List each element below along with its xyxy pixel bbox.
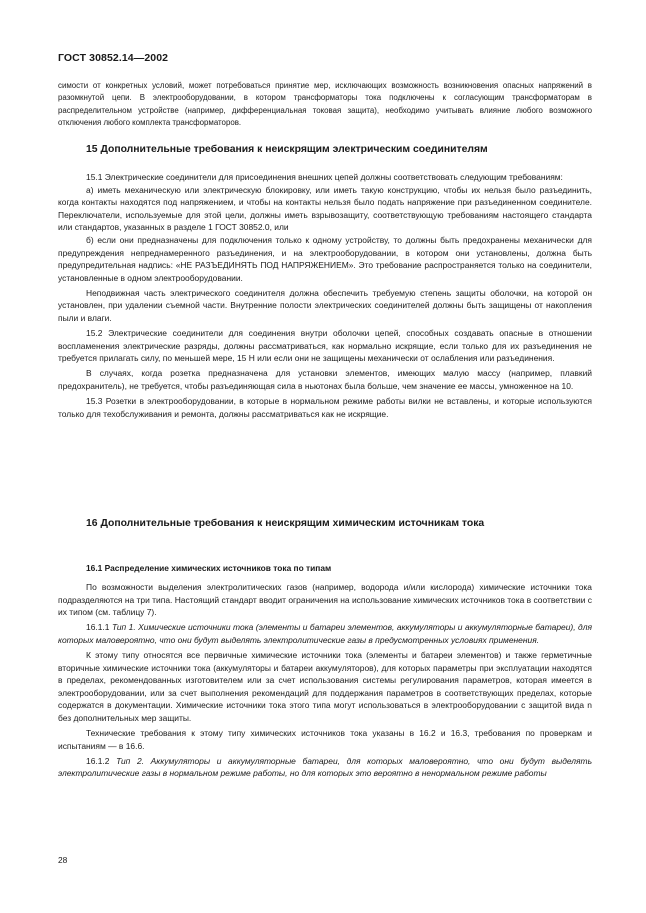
subsection-16-1-heading: 16.1 Распределение химических источников тока по типам — [86, 563, 332, 573]
page-number: 28 — [58, 855, 68, 865]
paragraph: а) иметь механическую или электрическую блокировку, или иметь такую конструкцию, чтобы их нельзя было разъединить, когда контакты находятся под напряжением, и чтобы на контакты нельзя было подать напряжение при разъединенном соединителе. Переключатели, используемые для этой цели, должны иметь взрывозащиту, соответствующую требованиям настоящего стандарта или стандартов, указанных в разделе 1 ГОСТ 30852.0, или — [58, 184, 592, 233]
section-15-body — [58, 171, 592, 420]
paragraph: Технические требования к этому типу химических источников тока указаны в 16.2 и 16.3, требования по проверкам и испытаниям — в 16.6. — [58, 728, 592, 751]
paragraph: По возможности выделения электролитических газов (например, водорода и/или кислорода) химические источники тока подразделяются на три типа. Настоящий стандарт вводит ограничения на использование химических источников тока в соответствии с их типом (см. таблицу 7). — [58, 582, 592, 618]
paragraph-16-1-2 — [58, 755, 592, 780]
section-15-heading: 15 Дополнительные требования к неискрящим электрическим соединителям — [86, 144, 488, 155]
clause-number: 16.1.1 — [86, 622, 112, 633]
paragraph: б) если они предназначены для подключения только к одному устройству, то должны быть предохранены механически для предупреждения непреднамеренного разъединения, и на электрооборудовании, в котором они установлены, должна быть предупредительная надпись: «НЕ РАЗЪЕДИНЯТЬ ПОД НАПРЯЖЕНИЕМ». Это требование распространяется только на соединители, установленные в одном электрооборудовании. — [58, 234, 592, 283]
document-header: ГОСТ 30852.14—2002 — [58, 52, 169, 64]
clause-text: Тип 1. Химические источники тока (элементы и батареи элементов, аккумуляторы и аккумуляторные батареи), для которых маловероятно, что они будут выделять электролитические газы в предусмотренных условиях применения. — [58, 622, 592, 645]
paragraph: 15.2 Электрические соединители для соединения внутри оболочки цепей, способных создавать опасные в отношении воспламенения электрические разряды, должны рассматриваться, как нормально искрящие, если только для их разъединения не требуется прилагать силу, по меньшей мере, 15 Н или если они не защищены механически от ослабления или разъединения. — [58, 328, 592, 364]
clause-number: 16.1.2 — [86, 755, 117, 766]
paragraph: Неподвижная часть электрического соединителя должна обеспечить требуемую степень защиты оболочки, на которой он установлен, при удалении съемной части. Внутренние полости электрических соединителей должны быть защищены от накопления пыли и влаги. — [58, 287, 592, 324]
paragraph: В случаях, когда розетка предназначена для установки элементов, имеющих малую массу (например, плавкий предохранитель), не требуется, чтобы разъединяющая сила в ньютонах была больше, чем значение ее массы, умноженное на 10. — [58, 368, 592, 391]
clause-text: Тип 2. Аккумуляторы и аккумуляторные батареи, для которых маловероятно, что они будут выделять электролитические газы в нормальном режиме работы, но для которых это вероятно в ненормальном режиме работы — [58, 755, 593, 779]
section-16-body — [58, 581, 592, 780]
paragraph: К этому типу относятся все первичные химические источники тока (элементы и батареи элементов) и также герметичные вторичные химические источники тока (аккумуляторы и батареи аккумуляторов), для которых параметры при эксплуатации находятся в пределах, рекомендованных изготовителем или за счет использования системы регулирования параметров, которая имеется в электрооборудовании, или за счет выполнения рекомендаций для поддержания параметров в соответствующих пределах, которые содержатся в документации. Химические источники тока этого типа могут использоваться в электрооборудовании с защитой вида n без дополнительных мер защиты. — [58, 649, 592, 723]
paragraph-16-1-1 — [58, 621, 592, 646]
intro-paragraph: симости от конкретных условий, может потребоваться принятие мер, исключающих возможность возникновения опасных напряжений в разомкнутой цепи. В электрооборудовании, в котором трансформаторы тока подключены к согласующим трансформаторам в распределительном устройстве (например, дифференциальная токовая защита), необходимо учитывать влияние любого возможного отключения любого комплекта трансформаторов. — [58, 81, 592, 128]
section-16-heading: 16 Дополнительные требования к неискрящим химическим источникам тока — [86, 518, 485, 529]
paragraph: 15.1 Электрические соединители для присоединения внешних цепей должны соответствовать следующим требованиям: — [86, 172, 563, 182]
paragraph: 15.3 Розетки в электрооборудовании, в которые в нормальном режиме работы вилки не вставлены, и которые используются только для техобслуживания и ремонта, должны рассматриваться как не искрящие. — [58, 396, 592, 419]
